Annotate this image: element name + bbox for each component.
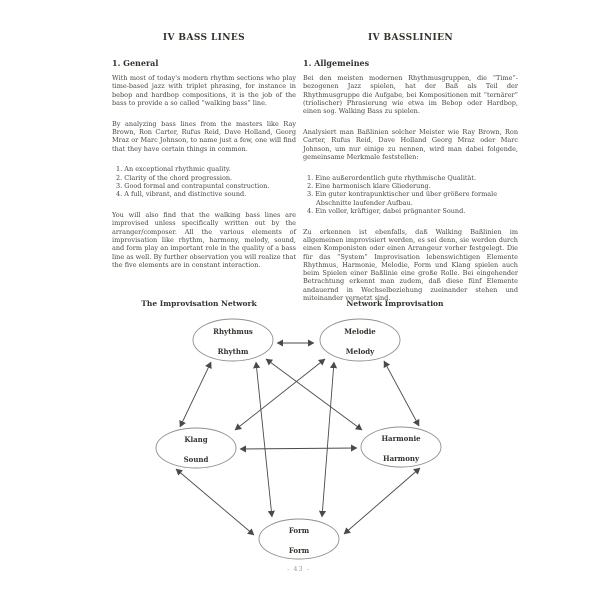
node-label-rhythm-de: Rhythmus bbox=[213, 327, 253, 336]
qualities-list-english bbox=[116, 165, 296, 198]
edge-harmony-form bbox=[344, 468, 420, 534]
improvisation-network-diagram bbox=[0, 313, 600, 568]
node-label-harmony-en: Harmony bbox=[382, 454, 420, 463]
node-label-harmony-de: Harmonie bbox=[381, 434, 421, 443]
paragraph: With most of today's modern rhythm sections who play time-based jazz with triplet phrasing, for instance in bebop and hardbop compositions, it is the job of the bass to provide a so called “walking bass” line. bbox=[112, 74, 296, 107]
node-label-sound-de: Klang bbox=[184, 435, 208, 444]
node-form bbox=[259, 519, 339, 559]
node-harmony bbox=[361, 427, 441, 467]
list-item: 2. Clarity of the chord progression. bbox=[116, 173, 233, 182]
paragraph: Analysiert man Baßlinien solcher Meister wie Ray Brown, Ron Carter, Rufus Reid, Dave Holland Georg Mraz oder Marc Johnson, um nur einige zu nennen, wird man dabei folgende, gemeinsame Merkmale feststellen: bbox=[303, 127, 518, 161]
german-column bbox=[303, 33, 518, 315]
node-rhythm bbox=[193, 319, 273, 361]
node-label-melody-en: Melody bbox=[345, 347, 375, 356]
node-sound bbox=[156, 428, 236, 468]
chapter-title-english: IV BASS LINES bbox=[162, 33, 246, 43]
edge-melody-harmony bbox=[384, 361, 419, 426]
node-melody bbox=[320, 319, 400, 361]
section-heading-german: 1. Allgemeines bbox=[303, 58, 370, 68]
list-item: 3. Ein guter kontrapunktischer und über größere formale Abschnitte laufender Aufbau. bbox=[307, 190, 498, 207]
paragraph: Zu erkennen ist ebenfalls, daß Walking Baßlinien im allgemeinen improvisiert werden, es sei denn, sie werden durch einen Komponisten oder einen Arrangeur vorher festgelegt. Die für das “System” Improvisation lebenswichtigen Elemente Rhythmus, Harmonie, Melodie, Form und Klang spielen auch beim Spielen einer Baßlinie eine große Rolle. Bei eingehender Betrachtung erkennt man zudem, daß diese fünf Elemente andauernd in Wechselbeziehung zueinander stehen und miteinander vernetzt sind. bbox=[303, 227, 518, 303]
diagram-title-english: The Improvisation Network bbox=[141, 299, 257, 308]
node-label-rhythm-en: Rhythm bbox=[217, 347, 249, 356]
chapter-title-german: IV BASSLINIEN bbox=[368, 33, 453, 43]
paragraph: You will also find that the walking bass lines are improvised unless specifically written out by the arranger/composer. All the various elements of improvisation like rhythm, harmony, melody, sound, and form play an important role in the quality of a bass line as well. By further observation you will realize that the five elements are in constant interaction. bbox=[112, 211, 296, 269]
section-heading-english: 1. General bbox=[112, 58, 159, 68]
node-label-form-en: Form bbox=[288, 546, 310, 555]
list-item: 1. An exceptional rhythmic quality. bbox=[116, 165, 231, 174]
node-label-form-de: Form bbox=[288, 526, 310, 535]
edge-sound-form bbox=[176, 469, 254, 535]
list-item: 4. A full, vibrant, and distinctive sound. bbox=[116, 190, 247, 199]
edge-sound-harmony bbox=[240, 448, 357, 449]
page-number: - 43 - bbox=[287, 565, 310, 573]
network-nodes bbox=[156, 319, 441, 559]
paragraph: Bei den meisten modernen Rhythmusgruppen, die “Time”-bezogenen Jazz spielen, hat der Baß als Teil der Rhythmusgruppe die Aufgabe, bei Kompositionen mit “ternärer” (triolischer) Phrasierung wie etwa im Bebop oder Hardbop, einen sog. Walking Bass zu spielen. bbox=[303, 74, 518, 116]
node-label-melody-de: Melodie bbox=[344, 327, 376, 336]
node-label-sound-en: Sound bbox=[183, 455, 209, 464]
list-item: 4. Ein voller, kräftiger, dabei prägnanter Sound. bbox=[307, 206, 466, 215]
english-column bbox=[112, 33, 296, 282]
edge-rhythm-sound bbox=[180, 362, 211, 427]
paragraph: By analyzing bass lines from the masters like Ray Brown, Ron Carter, Rufus Reid, Dave Holland, Georg Mraz or Marc Johnson, to name just a few, one will find that they have certain things in common. bbox=[112, 119, 296, 153]
edge-rhythm-form bbox=[256, 362, 272, 517]
list-item: 3. Good formal and contrapuntal construction. bbox=[116, 181, 270, 190]
list-item: 1. Eine außerordentlich gute rhythmische Qualität. bbox=[307, 173, 477, 182]
edge-melody-form bbox=[322, 362, 334, 517]
qualities-list-german bbox=[307, 174, 518, 215]
list-item: 2. Eine harmonisch klare Gliederung. bbox=[307, 181, 431, 190]
diagram-title-german: Network Improvisation bbox=[346, 299, 444, 308]
